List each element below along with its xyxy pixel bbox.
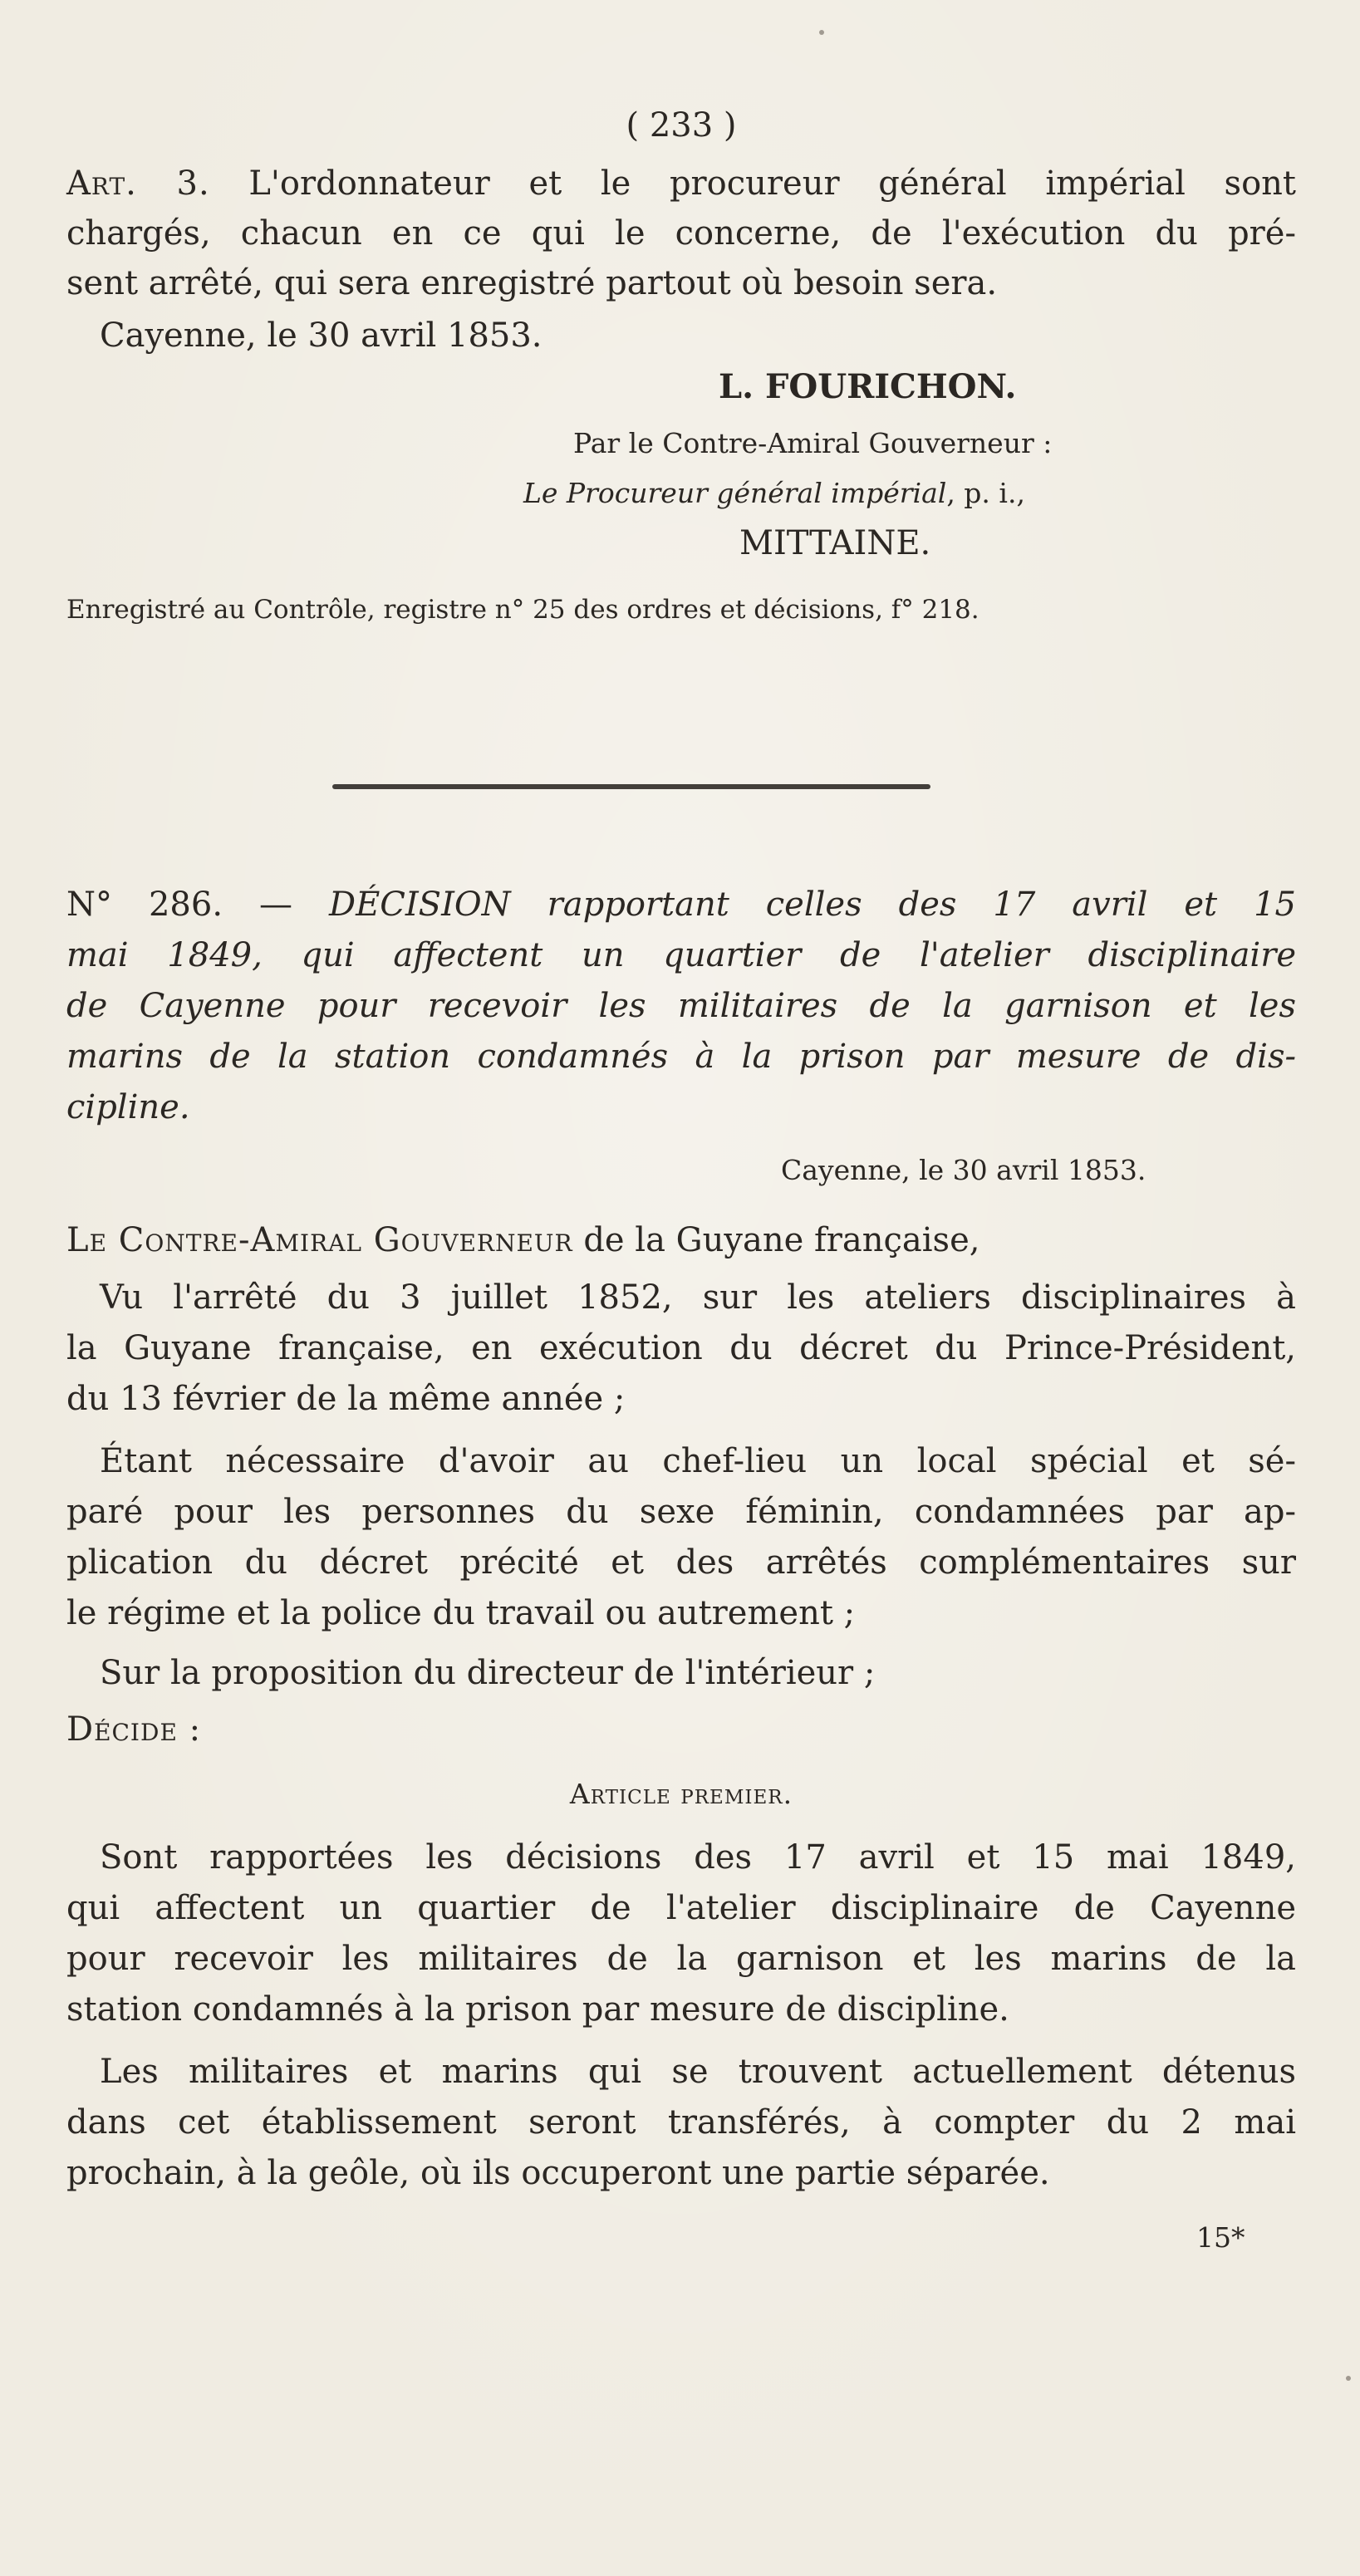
signature-mark: 15*	[1196, 2221, 1245, 2254]
art3-label: Art. 3.	[66, 164, 210, 203]
article-premier-heading: Article premier.	[569, 1778, 793, 1810]
les-militaires-line-1: Les militaires et marins qui se trouvent actuellement détenus	[100, 2053, 1296, 2091]
procureur-title: Le Procureur général impérial	[523, 477, 947, 509]
article1-line-2: qui affectent un quartier de l'atelier disciplinaire de Cayenne	[66, 1889, 1296, 1927]
art3-line-2: chargés, chacun en ce qui le concerne, de l'exécution du pré-	[66, 214, 1296, 253]
page-number: ( 233 )	[626, 106, 737, 145]
decision-title-line-5: cipline.	[66, 1088, 190, 1126]
art3-line-1	[66, 162, 1296, 205]
art3-line-1-text: L'ordonnateur et le procureur général impérial sont	[248, 164, 1297, 203]
paper-speck	[1346, 2376, 1351, 2381]
preamble-line	[66, 1219, 979, 1262]
section-divider	[332, 784, 930, 789]
decide-heading: Décide :	[66, 1710, 202, 1749]
les-militaires-line-3: prochain, à la geôle, où ils occuperont une partie séparée.	[66, 2154, 1050, 2192]
decision-place-date: Cayenne, le 30 avril 1853.	[781, 1154, 1146, 1186]
signatory-name: L. FOURICHON.	[719, 367, 1017, 406]
vu-line-2: la Guyane française, en exécution du décret du Prince-Président,	[66, 1329, 1296, 1367]
etant-line-4: le régime et la police du travail ou autrement ;	[66, 1594, 856, 1632]
decision-title-1: DÉCISION rapportant celles des 17 avril et 15	[329, 886, 1296, 924]
etant-line-1: Étant nécessaire d'avoir au chef-lieu un local spécial et sé-	[100, 1442, 1296, 1480]
les-militaires-line-2: dans cet établissement seront transférés, à compter du 2 mai	[66, 2103, 1296, 2142]
procureur-line	[523, 472, 1025, 515]
vu-line-1: Vu l'arrêté du 3 juillet 1852, sur les ateliers disciplinaires à	[100, 1278, 1296, 1317]
mittaine-signature: MITTAINE.	[739, 524, 931, 562]
par-le-gouverneur: Par le Contre-Amiral Gouverneur :	[573, 427, 1053, 459]
article1-line-1: Sont rapportées les décisions des 17 avril et 15 mai 1849,	[100, 1838, 1296, 1877]
decision-title-line-3: de Cayenne pour recevoir les militaires de la garnison et les	[66, 987, 1296, 1025]
preamble-rest: de la Guyane française,	[583, 1221, 980, 1259]
etant-line-3: plication du décret précité et des arrêtés complémentaires sur	[66, 1543, 1296, 1582]
vu-line-3: du 13 février de la même année ;	[66, 1380, 626, 1418]
preamble-gouverneur: Le Contre-Amiral Gouverneur	[66, 1221, 573, 1259]
decision-title-line-1	[66, 883, 1296, 926]
procureur-suffix: , p. i.,	[946, 477, 1025, 509]
article1-line-3: pour recevoir les militaires de la garnison et les marins de la	[66, 1940, 1296, 1978]
sur-la-proposition: Sur la proposition du directeur de l'intérieur ;	[100, 1654, 876, 1692]
art3-place-date: Cayenne, le 30 avril 1853.	[100, 316, 543, 355]
decision-number: N° 286. —	[66, 886, 293, 924]
decision-title-line-4: marins de la station condamnés à la prison par mesure de dis-	[66, 1038, 1296, 1076]
etant-line-2: paré pour les personnes du sexe féminin, condamnées par ap-	[66, 1493, 1296, 1531]
enregistre-note: Enregistré au Contrôle, registre n° 25 des ordres et décisions, f° 218.	[66, 595, 979, 625]
decision-title-line-2: mai 1849, qui affectent un quartier de l'atelier disciplinaire	[66, 936, 1296, 974]
paper-speck	[819, 30, 824, 35]
article1-line-4: station condamnés à la prison par mesure de discipline.	[66, 1990, 1009, 2029]
art3-line-3: sent arrêté, qui sera enregistré partout où besoin sera.	[66, 264, 998, 302]
